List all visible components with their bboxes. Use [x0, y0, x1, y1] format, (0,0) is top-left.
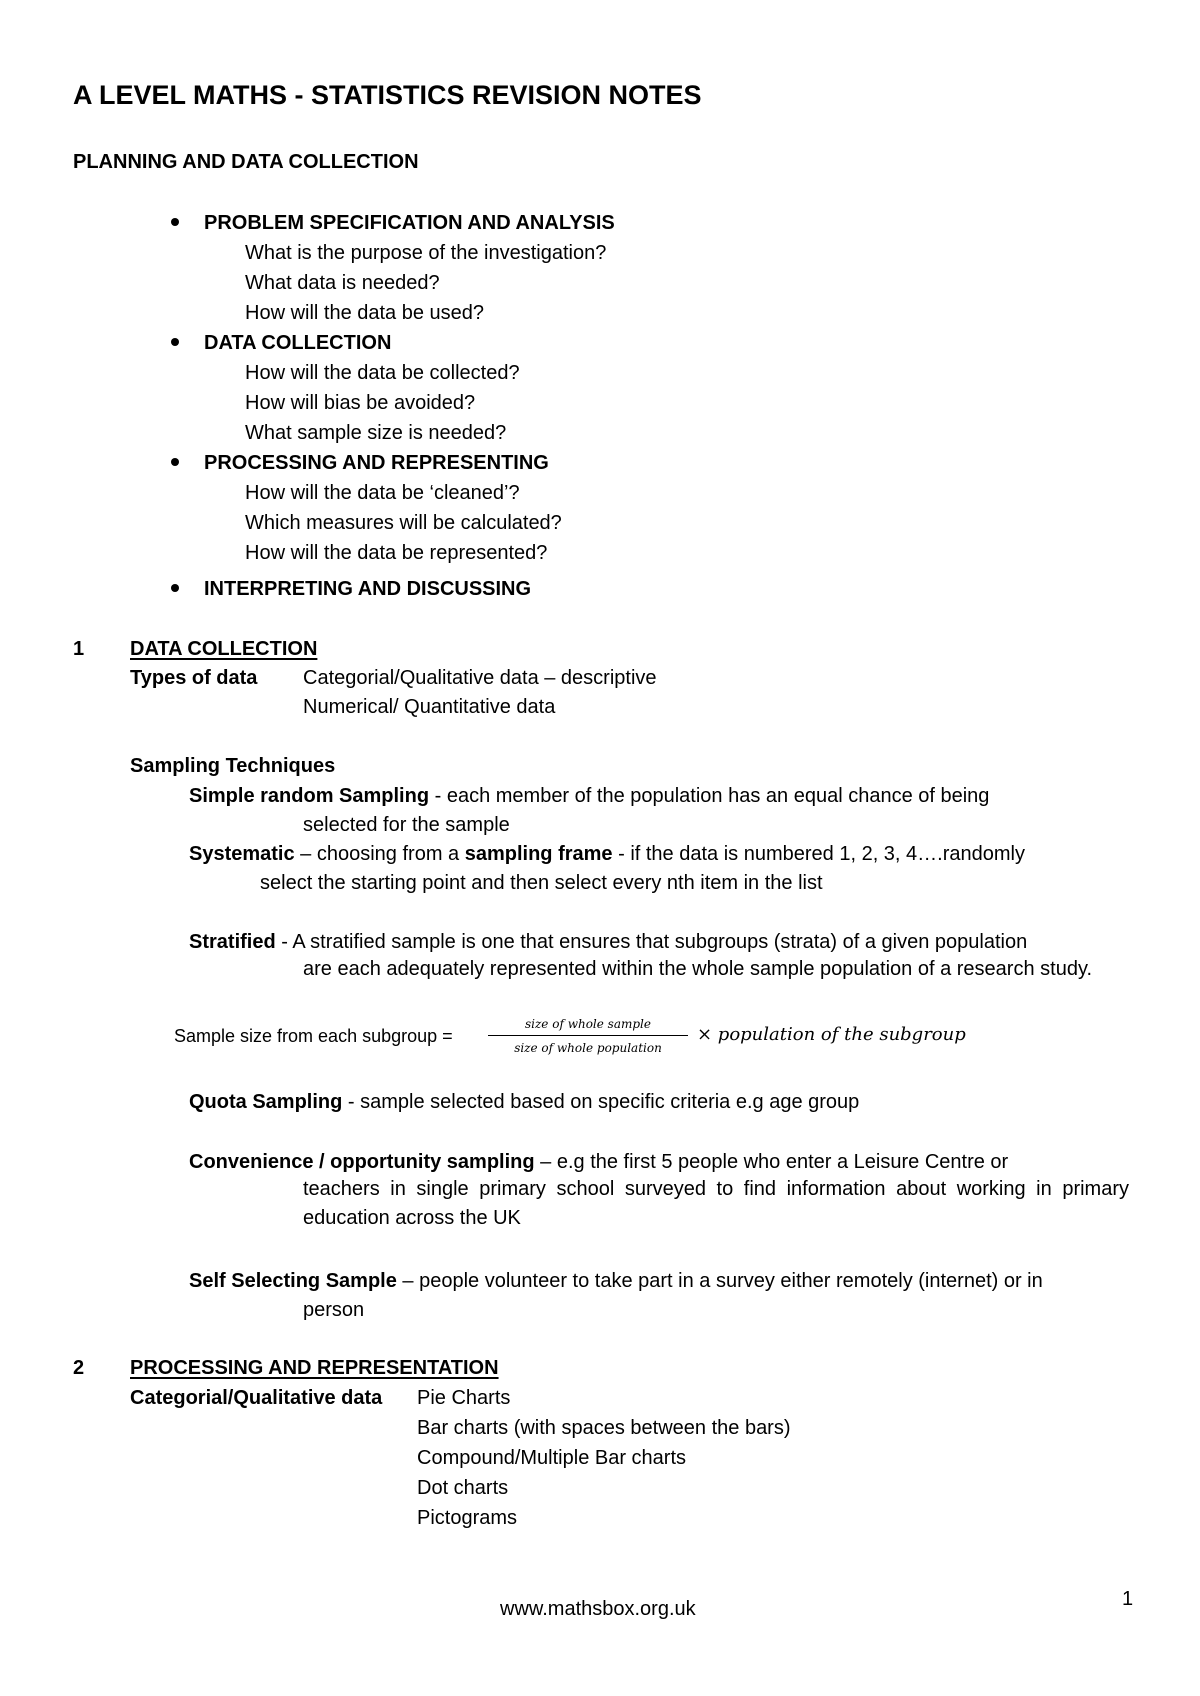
systematic-term: Systematic: [189, 843, 295, 865]
self-selecting-continuation: person: [303, 1299, 365, 1321]
simple-random-line: [189, 786, 989, 806]
bullet-label: PROCESSING AND REPRESENTING: [204, 452, 549, 474]
sampling-frame-term: sampling frame: [464, 843, 613, 865]
stratified-line: [189, 932, 1027, 952]
bullet-icon: [171, 338, 179, 346]
systematic-text-a: – choosing from a: [294, 843, 465, 865]
systematic-line: [189, 844, 1025, 864]
bullet-item: How will bias be avoided?: [245, 392, 476, 414]
bullet-item: What data is needed?: [245, 272, 440, 294]
simple-random-continuation: selected for the sample: [303, 814, 510, 836]
data-type-item: Categorial/Qualitative data – descriptive: [303, 667, 657, 689]
fraction-bar: [488, 1035, 688, 1036]
section-number: 2: [73, 1357, 85, 1379]
bullet-item: How will the data be collected?: [245, 362, 520, 384]
bullet-item: Which measures will be calculated?: [245, 512, 562, 534]
bullet-item: How will the data be used?: [245, 302, 485, 324]
systematic-continuation: select the starting point and then select every nth item in the list: [260, 872, 823, 894]
stratified-continuation: are each adequately represented within the whole sample population of a research study.: [303, 958, 1093, 980]
formula-label: Sample size from each subgroup =: [174, 1026, 453, 1046]
bullet-item: How will the data be represented?: [245, 542, 548, 564]
quota-text: - sample selected based on specific criteria e.g age group: [342, 1091, 860, 1113]
categorial-data-label: Categorial/Qualitative data: [130, 1387, 383, 1409]
footer-url: www.mathsbox.org.uk: [500, 1598, 696, 1620]
data-type-item: Numerical/ Quantitative data: [303, 696, 556, 718]
chart-type-item: Pictograms: [417, 1507, 518, 1529]
page-number: 1: [1122, 1588, 1134, 1610]
formula-denominator: size of whole population: [514, 1041, 662, 1055]
bullet-item: What sample size is needed?: [245, 422, 507, 444]
formula-numerator: size of whole sample: [524, 1017, 651, 1031]
self-selecting-line: [189, 1271, 1043, 1291]
chart-type-item: Compound/Multiple Bar charts: [417, 1447, 687, 1469]
bullet-label: PROBLEM SPECIFICATION AND ANALYSIS: [204, 212, 615, 234]
convenience-line: [189, 1152, 1008, 1172]
section-number: 1: [73, 638, 85, 660]
bullet-icon: [171, 218, 179, 226]
types-of-data-label: Types of data: [130, 667, 258, 689]
stratified-text: - A stratified sample is one that ensures that subgroups (strata) of a given population: [275, 931, 1028, 953]
page-title: A LEVEL MATHS - STATISTICS REVISION NOTES: [73, 80, 702, 110]
section-heading-planning: PLANNING AND DATA COLLECTION: [73, 151, 419, 173]
stratified-term: Stratified: [189, 931, 276, 953]
bullet-label: DATA COLLECTION: [204, 332, 392, 354]
simple-random-text: - each member of the population has an equal chance of being: [429, 785, 990, 807]
chart-type-item: Bar charts (with spaces between the bars): [417, 1417, 791, 1439]
convenience-continuation: teachers in single primary school surveyed to find information about working in primary education across the UK: [303, 1178, 1129, 1229]
bullet-label: INTERPRETING AND DISCUSSING: [204, 578, 532, 600]
section-heading-processing: PROCESSING AND REPRESENTATION: [130, 1357, 499, 1379]
quota-line: [189, 1092, 859, 1112]
section-heading-data-collection: DATA COLLECTION: [130, 638, 318, 660]
self-selecting-term: Self Selecting Sample: [189, 1270, 397, 1292]
bullet-icon: [171, 584, 179, 592]
formula-tail: × population of the subgroup: [697, 1024, 966, 1045]
convenience-text: – e.g the first 5 people who enter a Leisure Centre or: [534, 1151, 1009, 1173]
simple-random-term: Simple random Sampling: [189, 785, 430, 807]
sampling-techniques-heading: Sampling Techniques: [130, 755, 336, 777]
chart-type-item: Dot charts: [417, 1477, 509, 1499]
self-selecting-text: – people volunteer to take part in a survey either remotely (internet) or in: [396, 1270, 1043, 1292]
quota-term: Quota Sampling: [189, 1091, 343, 1113]
chart-type-item: Pie Charts: [417, 1387, 511, 1409]
systematic-text-b: - if the data is numbered 1, 2, 3, 4….randomly: [612, 843, 1025, 865]
bullet-item: How will the data be ‘cleaned’?: [245, 482, 520, 504]
bullet-item: What is the purpose of the investigation?: [245, 242, 607, 264]
convenience-term: Convenience / opportunity sampling: [189, 1151, 535, 1173]
bullet-icon: [171, 458, 179, 466]
